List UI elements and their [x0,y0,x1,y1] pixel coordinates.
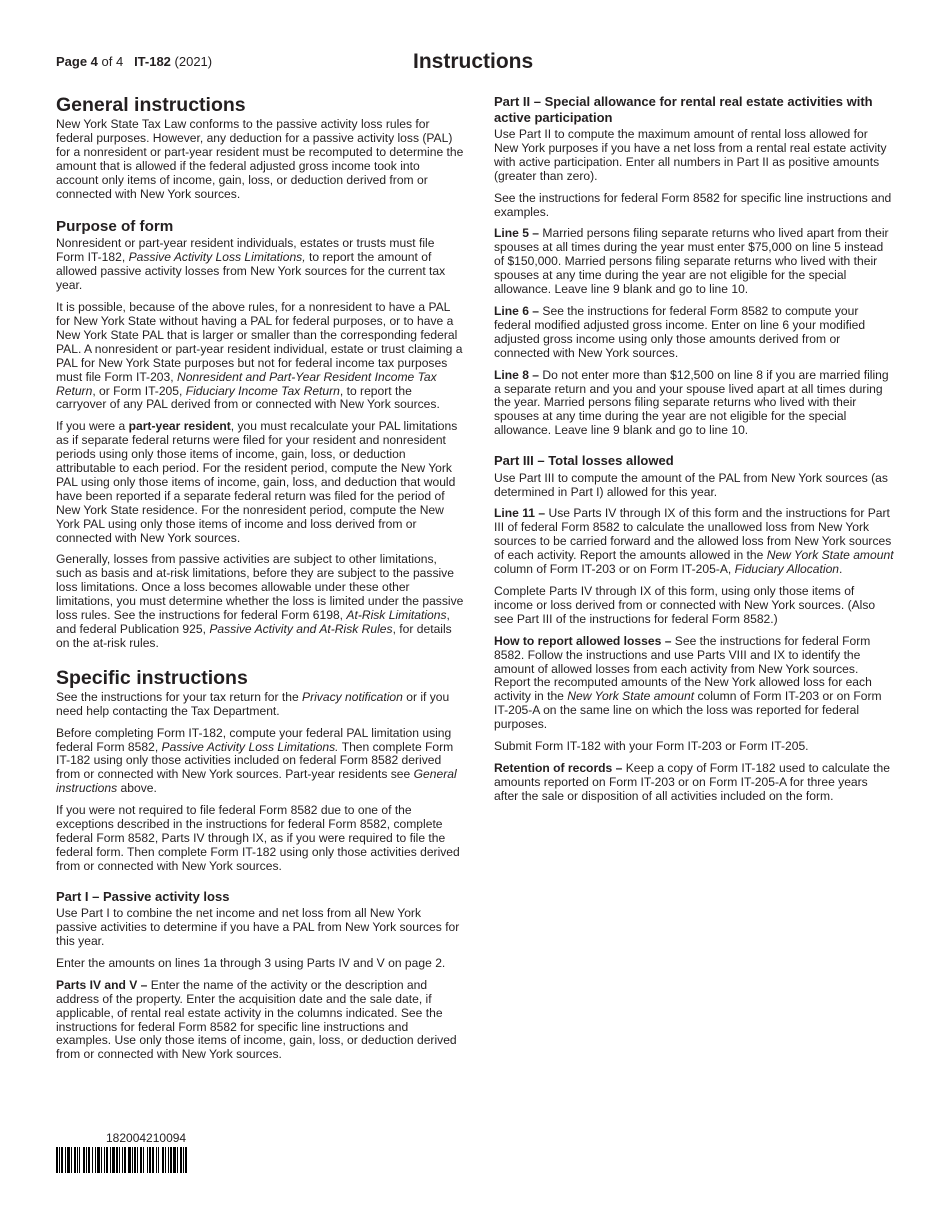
part3-retention: Retention of records – Keep a copy of Form IT-182 used to calculate the amounts reported on Form IT-203 or on Form IT-205-A for three years after the sale or disposition of all activities included on the form. [494,760,890,803]
form-year: (2021) [170,54,213,69]
form-id: IT-182 [134,54,171,69]
part2-paragraph-2: See the instructions for federal Form 8582 for specific line instructions and examples. [494,190,892,219]
part2-heading: Part II – Special allowance for rental real estate activities with active participation [494,94,873,125]
purpose-paragraph-3: If you were a part-year resident, you must recalculate your PAL limitations as if separate federal returns were filed for your resident and nonresident periods using only those items of income, gain, loss, or deduction attributable to each period. For the resident period, compute the New York PAL using only those items of income, gain, loss, and deduction that would have been reported if a separate federal return was filed for the period of New York State residence. For the nonresident period, compute the New York PAL using only those items of income and loss derived from or connected with New York sources. [56,419,458,545]
purpose-paragraph-1: Nonresident or part-year resident individuals, estates or trusts must file Form IT-182, Passive Activity Loss Limitations, to report the amount of allowed passive activity losses from New York sources for the current tax year. [56,236,446,293]
specific-paragraph-3: If you were not required to file federal Form 8582 due to one of the exceptions described in the instructions for federal Form 8582, complete federal Form 8582, Parts IV through IX, as if you were required to file the federal form. Then complete Form IT-182 using only those activities derived from or connected with New York sources. [56,803,460,873]
purpose-heading: Purpose of form [56,218,174,236]
part3-line-11: Line 11 – Use Parts IV through IX of this form and the instructions for Part III of federal Form 8582 to calculate the unallowed loss from New York sources to be carried forward and the allowed loss from New York sources of each activity. Report the amounts allowed in the New York State amount column of Form IT-203 or on Form IT-205-A, Fiduciary Allocation. [494,506,894,577]
part1-parts-iv-v: Parts IV and V – Enter the name of the activity or the description and address of the property. Enter the acquisition date and the sale date, if applicable, of rental real estate activity in the columns indicated. See the instructions for federal Form 8582 for specific line instructions and examples. Use only those items of income, gain, loss, or deduction derived from or connected with New York sources. [56,977,457,1062]
part2-line-6: Line 6 – See the instructions for federal Form 8582 to compute your federal modified adjusted gross income. Enter on line 6 your modified adjusted gross income using only those amounts derived from or connected with New York sources. [494,303,866,360]
general-instructions-text: New York State Tax Law conforms to the passive activity loss rules for federal purposes. However, any deduction for a passive activity loss (PAL) for a nonresident or part-year resident must be recomputed to determine the amount that is allowed if the federal adjusted gross income took into account only items of income, gain, loss, or deduction derived from or connected with New York sources. [56,117,464,201]
part1-paragraph-1: Use Part I to combine the net income and net loss from all New York passive activities to determine if you have a PAL from New York sources for this year. [56,906,460,948]
specific-paragraph-1: See the instructions for your tax return for the Privacy notification or if you need help contacting the Tax Department. [56,689,450,718]
page-title: Instructions [413,50,534,73]
part1-paragraph-2: Enter the amounts on lines 1a through 3 using Parts IV and V on page 2. [56,955,446,970]
page-header [56,54,212,69]
specific-paragraph-2: Before completing Form IT-182, compute your federal PAL limitation using federal Form 8582, Passive Activity Loss Limitations. Then complete Form IT-182 using only those activities included on federal Form 8582 derived from or connected with New York sources. Part-year residents see General instructions above. [56,725,457,796]
part3-heading: Part III – Total losses allowed [494,453,674,469]
purpose-paragraph-4: Generally, losses from passive activities are subject to other limitations, such as basis and at-risk limitations, before they are subject to the passive loss limitations. Once a loss becomes allowable under these other limitations, you must determine whether the loss is limited under the passive loss rules. See the instructions for federal Form 6198, At-Risk Limitations, and federal Publication 925, Passive Activity and At-Risk Rules, for details on the at-risk rules. [56,552,464,650]
barcode-number: 182004210094 [106,1131,187,1145]
left-column [56,94,464,1070]
part3-how-to-report: How to report allowed losses – See the instructions for federal Form 8582. Follow the instructions and use Parts VIII and IX to identify the amount of allowed losses from each activity from New York sources. Report the recomputed amounts of the New York allowed loss for each activity in the New York State amount column of Form IT-203 or on Form IT-205-A on the same line on which the loss was reported for federal purposes. [494,633,882,732]
page-number: Page 4 [56,54,98,69]
part1-heading: Part I – Passive activity loss [56,888,230,904]
part2-line-8: Line 8 – Do not enter more than $12,500 on line 8 if you are married filing a separate return and you and your spouse lived apart at all times during the year. Married persons filing separate returns who lived with their spouses at any time during the year are not eligible for the special allowance. Leave line 9 blank and go to line 10. [494,367,889,438]
page-total: of 4 [97,54,124,69]
part3-paragraph-2: Complete Parts IV through IX of this form, using only those items of income or loss derived from or connected with New York sources. (Also see Part III of the instructions for federal Form 8582.) [494,583,876,626]
specific-instructions-heading: Specific instructions [56,666,248,689]
part3-submit: Submit Form IT-182 with your Form IT-203 or Form IT-205. [494,739,809,754]
right-column [494,94,894,812]
barcode-image [56,1147,240,1173]
part2-paragraph-1: Use Part II to compute the maximum amount of rental loss allowed for New York purposes if you have a net loss from a rental real estate activity with active participation. Enter all numbers in Part II as positive amounts (greater than zero). [494,127,887,183]
part2-line-5: Line 5 – Married persons filing separate returns who lived apart from their spouses at all times during the year must enter $75,000 on line 5 instead of $150,000. Married persons filing separate returns who lived with their spouses at any time during the year are not eligible for the special allowance. Leave line 9 blank and go to line 10. [494,226,889,297]
general-instructions-heading: General instructions [56,94,246,116]
part3-paragraph-1: Use Part III to compute the amount of the PAL from New York sources (as determined in Part I) allowed for this year. [494,470,888,499]
purpose-paragraph-2: It is possible, because of the above rules, for a nonresident to have a PAL for New York State without having a PAL for federal purposes, or to have a New York State PAL that is larger or smaller than the corresponding federal PAL. A nonresident or part-year resident individual, estate or trust claiming a PAL for New York State purposes but not for federal income tax purposes must file Form IT-203, Nonresident and Part-Year Resident Income Tax Return, or Form IT-205, Fiduciary Income Tax Return, to report the carryover of any PAL derived from or connected with New York sources. [56,300,463,412]
